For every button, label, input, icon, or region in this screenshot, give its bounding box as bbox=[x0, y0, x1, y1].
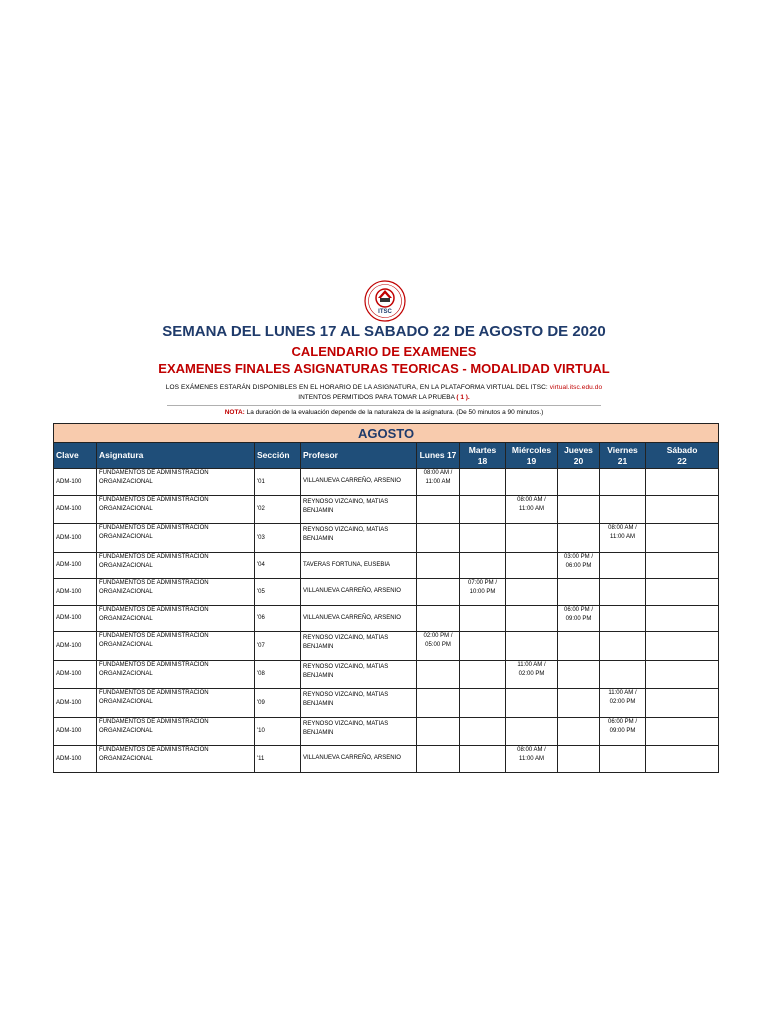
cell-empty bbox=[506, 579, 558, 606]
table-row bbox=[54, 552, 719, 579]
cell-asignatura: FUNDAMENTOS DE ADMINISTRACION ORGANIZACIONAL bbox=[97, 495, 255, 524]
cell-empty bbox=[417, 605, 460, 632]
cell-profesor: REYNOSO VIZCAINO, MATIAS BENJAMIN bbox=[301, 660, 417, 689]
cell-asignatura: FUNDAMENTOS DE ADMINISTRACION ORGANIZACIONAL bbox=[97, 552, 255, 579]
cell-seccion: '06 bbox=[255, 605, 301, 632]
cell-exam-time: 08:00 AM / 11:00 AM bbox=[506, 746, 558, 773]
cell-profesor: TAVERAS FORTUNA, EUSEBIA bbox=[301, 552, 417, 579]
cell-empty bbox=[646, 605, 719, 632]
cell-empty bbox=[646, 579, 719, 606]
cell-empty bbox=[417, 746, 460, 773]
cell-empty bbox=[506, 632, 558, 661]
calendar-title: CALENDARIO DE EXAMENES bbox=[291, 344, 477, 359]
table-row bbox=[54, 495, 719, 524]
cell-empty bbox=[600, 746, 646, 773]
cell-empty bbox=[417, 495, 460, 524]
nota-label: NOTA: bbox=[224, 409, 245, 416]
cell-clave: ADM-100 bbox=[54, 746, 97, 773]
cell-seccion: '04 bbox=[255, 552, 301, 579]
cell-seccion: '03 bbox=[255, 524, 301, 553]
availability-text: LOS EXÁMENES ESTARÁN DISPONIBLES EN EL HORARIO DE LA ASIGNATURA, EN LA PLATAFORMA VIRTUAL DEL ITSC: bbox=[165, 384, 548, 391]
cell-exam-time: 08:00 AM / 11:00 AM bbox=[417, 469, 460, 496]
cell-empty bbox=[460, 552, 506, 579]
week-title: SEMANA DEL LUNES 17 AL SABADO 22 DE AGOSTO DE 2020 bbox=[162, 323, 606, 340]
cell-seccion: '07 bbox=[255, 632, 301, 661]
cell-empty bbox=[600, 495, 646, 524]
table-row bbox=[54, 632, 719, 661]
cell-asignatura: FUNDAMENTOS DE ADMINISTRACION ORGANIZACIONAL bbox=[97, 717, 255, 746]
table-row bbox=[54, 660, 719, 689]
cell-empty bbox=[558, 469, 600, 496]
cell-asignatura: FUNDAMENTOS DE ADMINISTRACION ORGANIZACIONAL bbox=[97, 469, 255, 496]
cell-profesor: VILLANUEVA CARREÑO, ARSENIO bbox=[301, 605, 417, 632]
cell-clave: ADM-100 bbox=[54, 660, 97, 689]
cell-empty bbox=[558, 717, 600, 746]
cell-empty bbox=[460, 632, 506, 661]
cell-clave: ADM-100 bbox=[54, 495, 97, 524]
col-miercoles: Miércoles 19 bbox=[506, 443, 558, 469]
cell-seccion: '11 bbox=[255, 746, 301, 773]
cell-clave: ADM-100 bbox=[54, 552, 97, 579]
cell-profesor: REYNOSO VIZCAINO, MATIAS BENJAMIN bbox=[301, 495, 417, 524]
cell-asignatura: FUNDAMENTOS DE ADMINISTRACION ORGANIZACIONAL bbox=[97, 660, 255, 689]
table-row bbox=[54, 579, 719, 606]
cell-asignatura: FUNDAMENTOS DE ADMINISTRACION ORGANIZACIONAL bbox=[97, 632, 255, 661]
virtual-platform-link[interactable]: virtual.itsc.edu.do bbox=[549, 384, 603, 391]
cell-empty bbox=[646, 689, 719, 718]
cell-seccion: '02 bbox=[255, 495, 301, 524]
cell-exam-time: 03:00 PM / 06:00 PM bbox=[558, 552, 600, 579]
table-body bbox=[54, 469, 719, 773]
cell-empty bbox=[460, 469, 506, 496]
cell-empty bbox=[646, 746, 719, 773]
col-sabado: Sábado 22 bbox=[646, 443, 719, 469]
cell-empty bbox=[558, 689, 600, 718]
nota-info bbox=[0, 409, 768, 416]
col-asignatura: Asignatura bbox=[97, 443, 255, 469]
cell-asignatura: FUNDAMENTOS DE ADMINISTRACION ORGANIZACIONAL bbox=[97, 689, 255, 718]
cell-asignatura: FUNDAMENTOS DE ADMINISTRACION ORGANIZACIONAL bbox=[97, 746, 255, 773]
cell-empty bbox=[417, 660, 460, 689]
cell-clave: ADM-100 bbox=[54, 717, 97, 746]
cell-clave: ADM-100 bbox=[54, 605, 97, 632]
itsc-logo bbox=[364, 280, 406, 322]
cell-empty bbox=[506, 469, 558, 496]
cell-exam-time: 06:00 PM / 09:00 PM bbox=[558, 605, 600, 632]
cell-exam-time: 08:00 AM / 11:00 AM bbox=[506, 495, 558, 524]
cell-asignatura: FUNDAMENTOS DE ADMINISTRACION ORGANIZACIONAL bbox=[97, 605, 255, 632]
cell-exam-time: 06:00 PM / 09:00 PM bbox=[600, 717, 646, 746]
table-row bbox=[54, 717, 719, 746]
cell-empty bbox=[600, 660, 646, 689]
attempts-value: ( 1 ). bbox=[456, 394, 470, 401]
cell-exam-time: 07:00 PM / 10:00 PM bbox=[460, 579, 506, 606]
cell-empty bbox=[417, 552, 460, 579]
cell-empty bbox=[558, 660, 600, 689]
cell-empty bbox=[558, 524, 600, 553]
cell-empty bbox=[646, 524, 719, 553]
cell-profesor: VILLANUEVA CARREÑO, ARSENIO bbox=[301, 469, 417, 496]
cell-profesor: REYNOSO VIZCAINO, MATIAS BENJAMIN bbox=[301, 689, 417, 718]
cell-clave: ADM-100 bbox=[54, 632, 97, 661]
attempts-text: INTENTOS PERMITIDOS PARA TOMAR LA PRUEBA bbox=[298, 394, 455, 401]
col-seccion: Sección bbox=[255, 443, 301, 469]
cell-empty bbox=[460, 495, 506, 524]
logo-label: ITSC bbox=[378, 309, 392, 315]
col-viernes: Viernes 21 bbox=[600, 443, 646, 469]
cell-profesor: REYNOSO VIZCAINO, MATIAS BENJAMIN bbox=[301, 524, 417, 553]
cell-empty bbox=[600, 632, 646, 661]
cell-profesor: REYNOSO VIZCAINO, MATIAS BENJAMIN bbox=[301, 717, 417, 746]
cell-empty bbox=[417, 689, 460, 718]
cell-empty bbox=[506, 524, 558, 553]
cell-exam-time: 02:00 PM / 05:00 PM bbox=[417, 632, 460, 661]
col-martes: Martes 18 bbox=[460, 443, 506, 469]
cell-asignatura: FUNDAMENTOS DE ADMINISTRACION ORGANIZACIONAL bbox=[97, 524, 255, 553]
col-clave: Clave bbox=[54, 443, 97, 469]
cell-empty bbox=[506, 605, 558, 632]
attempts-info bbox=[0, 394, 768, 401]
table-row bbox=[54, 689, 719, 718]
availability-info bbox=[0, 384, 768, 391]
cell-clave: ADM-100 bbox=[54, 579, 97, 606]
table-row bbox=[54, 605, 719, 632]
cell-profesor: REYNOSO VIZCAINO, MATIAS BENJAMIN bbox=[301, 632, 417, 661]
cell-empty bbox=[646, 469, 719, 496]
cell-clave: ADM-100 bbox=[54, 524, 97, 553]
cell-clave: ADM-100 bbox=[54, 689, 97, 718]
cell-empty bbox=[558, 579, 600, 606]
cell-empty bbox=[460, 524, 506, 553]
cell-clave: ADM-100 bbox=[54, 469, 97, 496]
cell-asignatura: FUNDAMENTOS DE ADMINISTRACION ORGANIZACIONAL bbox=[97, 579, 255, 606]
month-header: AGOSTO bbox=[54, 424, 719, 443]
cell-profesor: VILLANUEVA CARREÑO, ARSENIO bbox=[301, 579, 417, 606]
cell-profesor: VILLANUEVA CARREÑO, ARSENIO bbox=[301, 746, 417, 773]
cell-empty bbox=[506, 717, 558, 746]
cell-seccion: '08 bbox=[255, 660, 301, 689]
cell-empty bbox=[646, 632, 719, 661]
cell-exam-time: 08:00 AM / 11:00 AM bbox=[600, 524, 646, 553]
cell-seccion: '09 bbox=[255, 689, 301, 718]
cell-empty bbox=[600, 579, 646, 606]
col-jueves: Jueves 20 bbox=[558, 443, 600, 469]
col-lunes: Lunes 17 bbox=[417, 443, 460, 469]
cell-empty bbox=[417, 717, 460, 746]
nota-text: La duración de la evaluación depende de la naturaleza de la asignatura. (De 50 minutos a 90 minutos.) bbox=[246, 409, 544, 416]
cell-empty bbox=[460, 660, 506, 689]
cell-empty bbox=[646, 660, 719, 689]
divider bbox=[167, 405, 601, 406]
table-row bbox=[54, 746, 719, 773]
cell-empty bbox=[558, 632, 600, 661]
cell-empty bbox=[460, 605, 506, 632]
exam-schedule-table bbox=[53, 423, 719, 773]
exams-title: EXAMENES FINALES ASIGNATURAS TEORICAS - MODALIDAD VIRTUAL bbox=[158, 361, 610, 376]
cell-seccion: '05 bbox=[255, 579, 301, 606]
cell-seccion: '10 bbox=[255, 717, 301, 746]
cell-empty bbox=[646, 495, 719, 524]
cell-seccion: '01 bbox=[255, 469, 301, 496]
cell-empty bbox=[646, 552, 719, 579]
cell-empty bbox=[558, 495, 600, 524]
cell-empty bbox=[417, 579, 460, 606]
cell-exam-time: 11:00 AM / 02:00 PM bbox=[506, 660, 558, 689]
cell-empty bbox=[417, 524, 460, 553]
cell-empty bbox=[460, 689, 506, 718]
table-row bbox=[54, 524, 719, 553]
cell-empty bbox=[600, 469, 646, 496]
table-row bbox=[54, 469, 719, 496]
cell-empty bbox=[600, 605, 646, 632]
cell-empty bbox=[646, 717, 719, 746]
cell-empty bbox=[460, 746, 506, 773]
cell-empty bbox=[558, 746, 600, 773]
cell-empty bbox=[460, 717, 506, 746]
cell-empty bbox=[600, 552, 646, 579]
col-profesor: Profesor bbox=[301, 443, 417, 469]
cell-empty bbox=[506, 689, 558, 718]
cell-exam-time: 11:00 AM / 02:00 PM bbox=[600, 689, 646, 718]
cell-empty bbox=[506, 552, 558, 579]
